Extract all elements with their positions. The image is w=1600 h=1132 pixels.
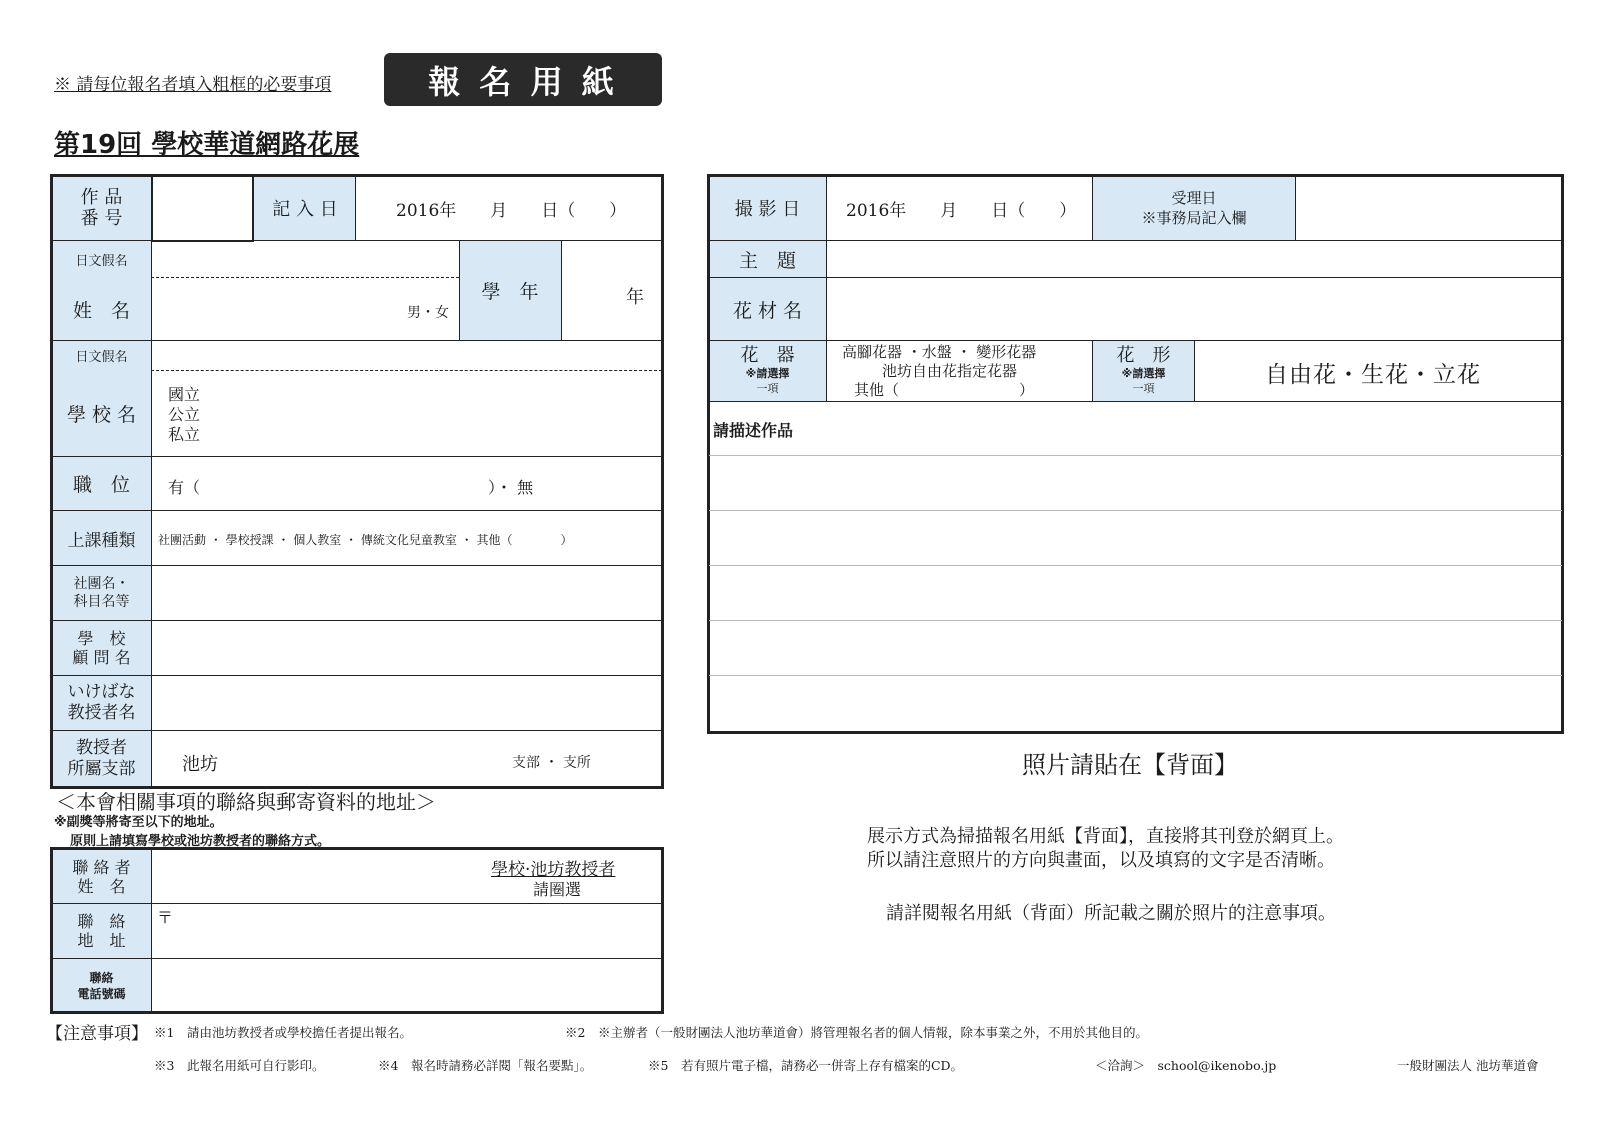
branch-field[interactable]: 池坊 <box>182 754 218 775</box>
school-type-national[interactable]: 國立 <box>168 385 201 404</box>
address-label-line1: 聯 絡 <box>77 912 126 931</box>
position-none[interactable]: ）・ 無 <box>488 478 534 497</box>
footer-note-3: ※3 此報名用紙可自行影印。 <box>154 1058 325 1073</box>
footer-note-5: ※5 若有照片電子檔，請務必一併寄上存有檔案的CD。 <box>648 1058 964 1073</box>
contact-name-label-line2: 姓 名 <box>77 876 126 896</box>
class-type-label: 上課種類 <box>67 530 136 551</box>
contact-heading: ＜本會相關事項的聯絡與郵寄資料的地址＞ <box>56 790 436 814</box>
name-label: 姓 名 <box>72 299 130 322</box>
material-field[interactable] <box>828 279 1560 339</box>
school-type-private[interactable]: 私立 <box>168 425 201 444</box>
vase-options[interactable] <box>842 343 1036 400</box>
name-kana-field[interactable] <box>153 242 457 276</box>
describe-label: 請描述作品 <box>713 421 794 440</box>
name-field[interactable] <box>153 280 403 338</box>
footer-inquiry[interactable]: ＜洽詢＞ school@ikenobo.jp <box>1095 1058 1277 1073</box>
teacher-label <box>52 676 151 730</box>
phone-label <box>52 959 151 1012</box>
vase-label <box>709 341 826 401</box>
footer-note-1: ※1 請由池坊教授者或學校擔任者提出報名。 <box>154 1025 412 1040</box>
received-label-line1: 受理日 <box>1171 189 1217 207</box>
instruction-note: ※ 請每位報名者填入粗框的必要事項 <box>54 75 332 95</box>
work-number-label <box>52 176 151 240</box>
page-title: 第19回 學校華道網路花展 <box>54 130 360 160</box>
received-label <box>1093 176 1295 240</box>
contact-note-1: ※副獎等將寄至以下的地址。 <box>54 815 223 830</box>
received-label-line2: ※事務局記入欄 <box>1141 209 1247 227</box>
address-label-line2: 地 址 <box>77 931 126 950</box>
entry-date-label: 記 入 日 <box>272 199 338 220</box>
received-field <box>1297 178 1562 238</box>
vase-options-line2[interactable]: 池坊自由花指定花器 <box>882 362 1018 380</box>
work-number-label-line2: 番 号 <box>80 208 123 229</box>
material-label: 花 材 名 <box>732 299 803 322</box>
teacher-label-line1: いけばな <box>67 682 136 702</box>
branch-label <box>52 731 151 787</box>
style-label-main: 花 形 <box>1116 345 1171 366</box>
club-label <box>52 566 151 620</box>
photo-note-line1: 展示方式為掃描報名用紙【背面】，直接將其刊登於網頁上。 <box>867 826 1344 847</box>
address-field[interactable] <box>175 905 660 956</box>
footer-org: 一般財團法人 池坊華道會 <box>1397 1058 1539 1073</box>
club-label-line1: 社團名・ <box>73 576 130 592</box>
style-label-sub2: 一項 <box>1132 382 1155 395</box>
club-field[interactable] <box>153 567 660 619</box>
photo-date-label: 撮 影 日 <box>734 199 801 220</box>
school-label: 學 校 名 <box>66 404 137 426</box>
theme-label: 主 題 <box>738 249 796 272</box>
work-number-field[interactable] <box>154 178 251 238</box>
school-type-list[interactable] <box>168 385 200 445</box>
contact-note-2: 原則上請填寫學校或池坊教授者的聯絡方式。 <box>70 834 331 849</box>
style-label <box>1093 341 1194 401</box>
photo-note-line3: 請詳閱報名用紙（背面）所記載之關於照片的注意事項。 <box>886 903 1336 924</box>
grade-field[interactable]: 年 <box>626 287 644 308</box>
entry-date-field[interactable]: 2016年 月 日（ ） <box>396 201 627 221</box>
teacher-label-line2: 教授者名 <box>67 703 136 723</box>
vase-options-line1[interactable]: 高腳花器 ・水盤 ・ 變形花器 <box>842 343 1037 361</box>
postal-mark: 〒 <box>157 908 174 927</box>
footer-note-2: ※2 ※主辦者（一般財團法人池坊華道會）將管理報名者的個人情報，除本事業之外，不用於其他目的。 <box>565 1025 1148 1040</box>
address-label <box>52 904 151 958</box>
teacher-field[interactable] <box>153 677 660 729</box>
vase-label-sub1: ※請選擇 <box>745 367 790 380</box>
contact-name-label <box>52 850 151 903</box>
club-label-line2: 科目名等 <box>73 594 130 610</box>
branch-label-line1: 教授者 <box>76 738 127 758</box>
class-type-options[interactable]: 社團活動 ・ 學校授課 ・ 個人教室 ・ 傳統文化兒童教室 ・ 其他（ ） <box>158 533 573 547</box>
form-badge-text: 報 名 用 紙 <box>428 62 618 101</box>
advisor-label-line2: 顧 問 名 <box>72 648 131 667</box>
style-options[interactable]: 自由花・生花・立花 <box>1265 362 1481 388</box>
work-number-label-line1: 作 品 <box>80 187 123 208</box>
phone-label-line2: 電話號碼 <box>77 986 126 1001</box>
grade-label: 學 年 <box>481 281 539 303</box>
vase-options-line3[interactable]: 其他（ ） <box>854 381 1035 399</box>
branch-suffix[interactable]: 支部 ・ 支所 <box>512 755 591 771</box>
school-type-public[interactable]: 公立 <box>168 405 201 424</box>
vase-label-main: 花 器 <box>740 345 795 366</box>
footer-note-4: ※4 報名時請務必詳閱「報名要點」。 <box>378 1058 593 1073</box>
contact-choice[interactable]: 學校·池坊教授者 <box>491 860 616 880</box>
advisor-label-line1: 學 校 <box>77 629 126 648</box>
position-label: 職 位 <box>72 474 130 496</box>
phone-field[interactable] <box>153 960 660 1010</box>
branch-label-line2: 所屬支部 <box>67 759 136 779</box>
school-kana-field[interactable] <box>153 342 660 369</box>
vase-label-sub2: 一項 <box>756 382 779 395</box>
style-label-sub1: ※請選擇 <box>1121 367 1166 380</box>
phone-label-line1: 聯絡 <box>89 970 114 985</box>
gender-choice[interactable]: 男・女 <box>407 305 449 321</box>
theme-field[interactable] <box>828 242 1560 276</box>
form-badge <box>384 53 662 106</box>
photo-note-line2: 所以請注意照片的方向與畫面，以及填寫的文字是否清晰。 <box>867 850 1335 871</box>
footer-heading: 【注意事項】 <box>46 1024 148 1044</box>
school-kana-label: 日文假名 <box>75 350 128 365</box>
photo-date-field[interactable]: 2016年 月 日（ ） <box>846 201 1077 221</box>
position-has[interactable]: 有（ <box>168 478 201 497</box>
name-kana-label: 日文假名 <box>75 253 128 269</box>
photo-note-title: 照片請貼在【背面】 <box>1022 751 1238 779</box>
advisor-label <box>52 621 151 675</box>
contact-name-label-line1: 聯 絡 者 <box>72 857 131 877</box>
contact-choice-note: 請圈選 <box>533 880 582 899</box>
describe-field[interactable] <box>711 440 1560 730</box>
contact-name-field[interactable] <box>153 851 473 901</box>
advisor-field[interactable] <box>153 622 660 674</box>
